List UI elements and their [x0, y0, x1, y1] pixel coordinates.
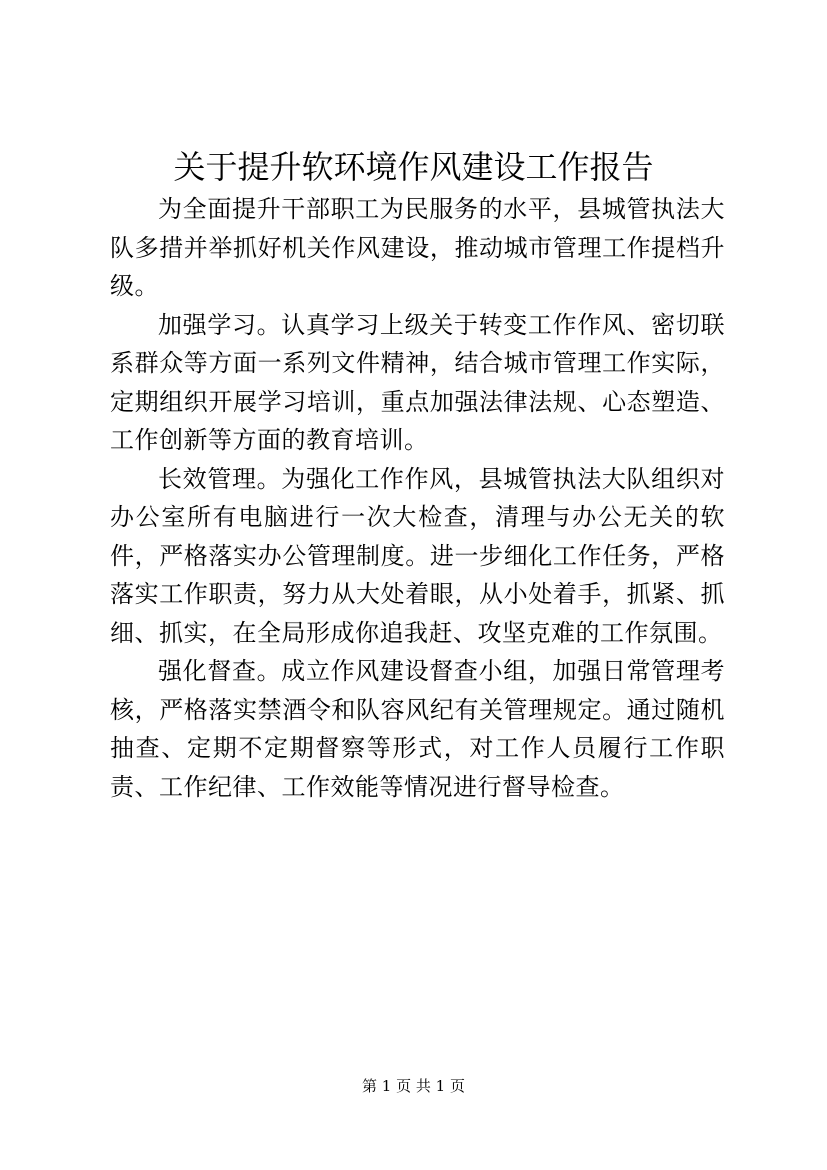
paragraph-intro: 为全面提升干部职工为民服务的水平，县城管执法大队多措并举抓好机关作风建设，推动城市管理工作提档升级。: [110, 195, 725, 300]
page-number-footer: 第 1 页 共 1 页: [362, 1077, 465, 1095]
paragraph-management: 长效管理。为强化工作作风，县城管执法大队组织对办公室所有电脑进行一次大检查，清理与办公无关的软件，严格落实办公管理制度。进一步细化工作任务，严格落实工作职责，努力从大处着眼，从小处着手，抓紧、抓细、抓实，在全局形成你追我赶、攻坚克难的工作氛围。: [110, 464, 725, 647]
document-title: 关于提升软环境作风建设工作报告: [173, 148, 654, 186]
document-body: [110, 190, 725, 806]
paragraph-study: 加强学习。认真学习上级关于转变工作作风、密切联系群众等方面一系列文件精神，结合城市管理工作实际，定期组织开展学习培训，重点加强法律法规、心态塑造、工作创新等方面的教育培训。: [110, 310, 725, 454]
paragraph-supervision: 强化督查。成立作风建设督查小组，加强日常管理考核，严格落实禁酒令和队容风纪有关管理规定。通过随机抽查、定期不定期督察等形式，对工作人员履行工作职责、工作纪律、工作效能等情况进行督导检查。: [110, 657, 725, 801]
